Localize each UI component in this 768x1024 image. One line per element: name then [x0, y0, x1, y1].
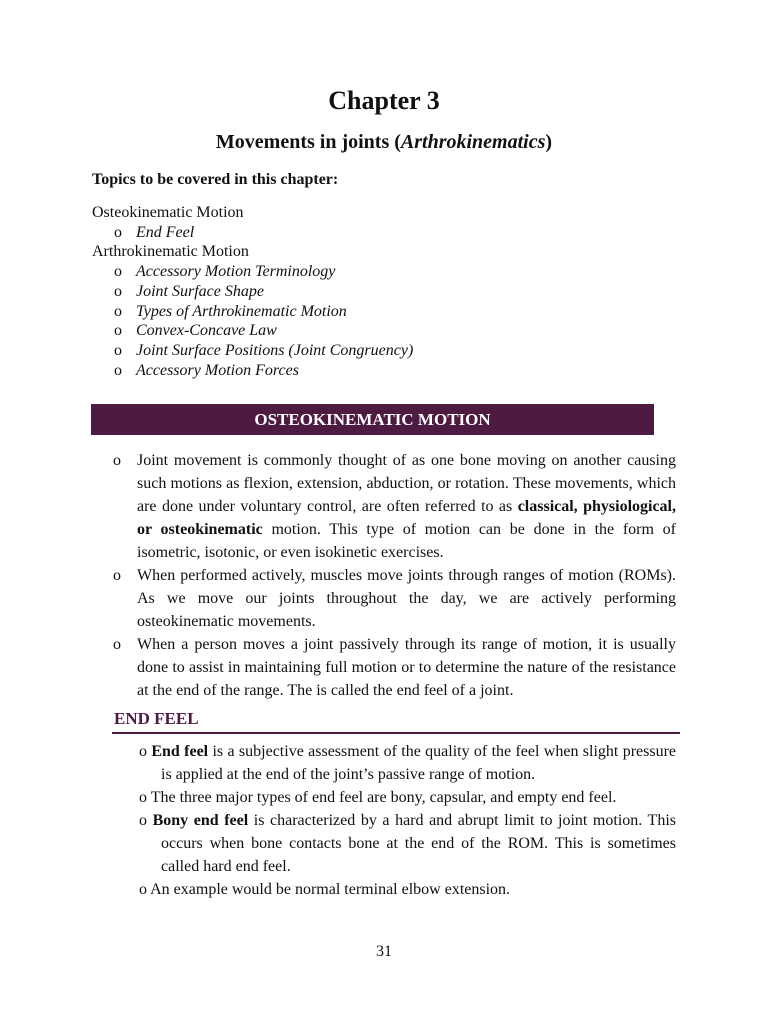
emphasis-text: Bony end feel	[152, 812, 249, 829]
end-feel-bullets	[139, 740, 676, 901]
bullet-marker: o	[114, 361, 122, 379]
topics-heading: Topics to be covered in this chapter:	[92, 171, 339, 188]
paragraph-text: is characterized by a hard and abrupt limit to joint motion. This occurs when bone contacts bone at the end of the ROM. This is sometimes called hard end feel.	[161, 812, 676, 875]
topic-item-label: Types of Arthrokinematic Motion	[136, 302, 347, 320]
topics-list	[92, 203, 413, 380]
list-item	[113, 564, 676, 633]
bullet-marker: o	[114, 341, 122, 359]
topic-item	[92, 282, 413, 302]
paragraph-text: When a person moves a joint passively through its range of motion, it is usually done to assist in maintaining full motion or to determine the nature of the resistance at the end of the range. The is called the end feel of a joint.	[137, 636, 676, 699]
list-item	[113, 633, 676, 702]
list-item	[139, 786, 676, 809]
paragraph-text: An example would be normal terminal elbow extension.	[150, 881, 511, 898]
topic-item	[92, 223, 413, 243]
bullet-marker: o	[139, 789, 147, 806]
topic-item-label: Convex-Concave Law	[136, 322, 277, 340]
bullet-marker: o	[113, 567, 121, 584]
topic-item-label: End Feel	[136, 223, 195, 241]
topic-item-label: Accessory Motion Terminology	[136, 263, 336, 281]
topic-group-osteokinematic: Osteokinematic Motion	[92, 204, 244, 221]
emphasis-text: End feel	[151, 743, 209, 760]
topic-item	[92, 321, 413, 341]
bullet-marker: o	[114, 263, 122, 281]
bullet-marker: o	[139, 743, 147, 760]
chapter-title: Chapter 3	[328, 86, 440, 115]
bullet-marker: o	[114, 282, 122, 300]
paragraph-text: is a subjective assessment of the quality of the feel when slight pressure is applied at the end of the joint’s passive range of motion.	[161, 743, 677, 783]
bullet-marker: o	[139, 812, 147, 829]
osteokinematic-bullets	[113, 449, 676, 702]
bullet-marker: o	[139, 881, 147, 898]
subtitle-close: )	[545, 131, 553, 153]
topic-item	[92, 361, 413, 381]
topic-item	[92, 302, 413, 322]
topic-item	[92, 262, 413, 282]
list-item	[139, 809, 676, 878]
topic-group-arthrokinematic: Arthrokinematic Motion	[92, 243, 249, 261]
topic-item	[92, 341, 413, 361]
end-feel-heading: END FEEL	[114, 709, 199, 728]
bullet-marker: o	[114, 223, 122, 241]
subtitle-italic: Arthrokinematics	[400, 131, 546, 153]
bullet-marker: o	[113, 636, 121, 653]
bullet-marker: o	[114, 322, 122, 340]
topic-item-label: Accessory Motion Forces	[136, 361, 299, 379]
section-banner: OSTEOKINEMATIC MOTION	[91, 404, 654, 435]
bullet-marker: o	[114, 302, 122, 320]
topic-item-label: Joint Surface Positions (Joint Congruency)	[136, 341, 414, 359]
subtitle-text: Movements in joints (	[215, 131, 401, 153]
list-item	[139, 740, 676, 786]
heading-underline	[112, 732, 680, 734]
emphasis-text: classical, physiological, or osteokinematic	[137, 498, 677, 538]
page-number: 31	[376, 943, 392, 960]
paragraph-text: motion. This type of motion can be done in the form of isometric, isotonic, or even isokinetic exercises.	[137, 521, 677, 561]
bullet-marker: o	[113, 452, 121, 469]
topic-item-label: Joint Surface Shape	[136, 282, 264, 300]
list-item	[113, 449, 676, 564]
paragraph-text: The three major types of end feel are bony, capsular, and empty end feel.	[150, 789, 617, 806]
chapter-subtitle	[0, 131, 768, 154]
paragraph-text: Joint movement is commonly thought of as one bone moving on another causing such motions as flexion, extension, abduction, or rotation. These movements, which are done under voluntary control, are often referred to as	[137, 452, 676, 515]
paragraph-text: When performed actively, muscles move joints through ranges of motion (ROMs). As we move our joints throughout the day, we are actively performing osteokinematic movements.	[137, 567, 676, 630]
list-item	[139, 878, 676, 901]
